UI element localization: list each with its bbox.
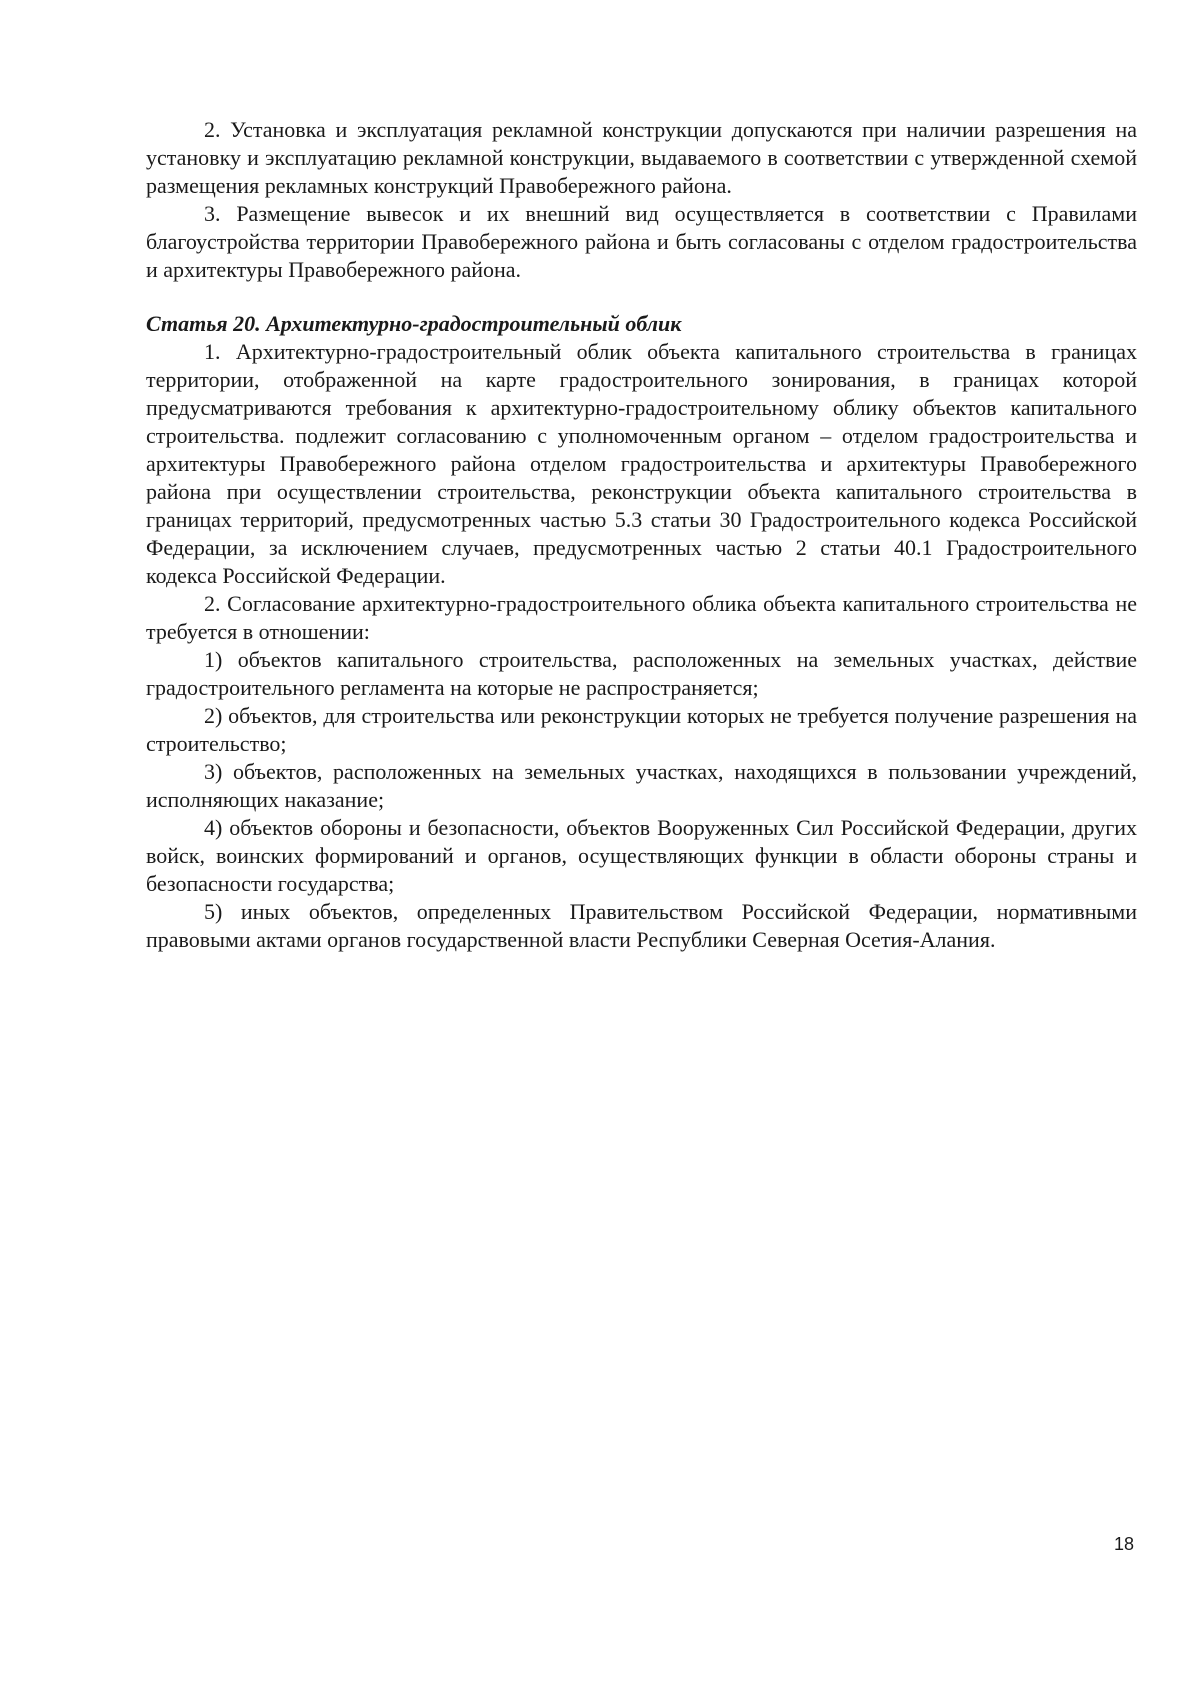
list-item: 1) объектов капитального строительства, расположенных на земельных участках, действие градостроительного регламента на которые не распространяется; xyxy=(146,647,1137,700)
list-item: 4) объектов обороны и безопасности, объектов Вооруженных Сил Российской Федерации, других войск, воинских формирований и органов, осуществляющих функции в области обороны страны и безопасности государства; xyxy=(146,815,1137,896)
list-item: 2) объектов, для строительства или реконструкции которых не требуется получение разрешения на строительство; xyxy=(146,703,1137,756)
page-number: 18 xyxy=(1113,1534,1134,1554)
article-title: Статья 20. Архитектурно-градостроительный облик xyxy=(146,311,682,336)
article-paragraph: 1. Архитектурно-градостроительный облик объекта капитального строительства в границах территории, отображенной на карте градостроительного зонирования, в границах которой предусматриваются требования к архитектурно-градостроительному облику объектов капитального строительства. подлежит согласованию с уполномоченным органом – отделом градостроительства и архитектуры Правобережного района отделом градостроительства и архитектуры Правобережного района при осуществлении строительства, реконструкции объекта капитального строительства в границах территорий, предусмотренных частью 5.3 статьи 30 Градостроительного кодекса Российской Федерации, за исключением случаев, предусмотренных частью 2 статьи 40.1 Градостроительного кодекса Российской Федерации. xyxy=(146,339,1137,588)
page-content xyxy=(146,116,1137,954)
article-paragraph: 2. Согласование архитектурно-градостроительного облика объекта капитального строительства не требуется в отношении: xyxy=(146,591,1137,644)
paragraph-signage: 3. Размещение вывесок и их внешний вид осуществляется в соответствии с Правилами благоустройства территории Правобережного района и быть согласованы с отделом градостроительства и архитектуры Правобережного района. xyxy=(146,201,1137,282)
list-item: 3) объектов, расположенных на земельных участках, находящихся в пользовании учреждений, исполняющих наказание; xyxy=(146,759,1137,812)
paragraph-advertising-permit: 2. Установка и эксплуатация рекламной конструкции допускаются при наличии разрешения на установку и эксплуатацию рекламной конструкции, выдаваемого в соответствии с утвержденной схемой размещения рекламных конструкций Правобережного района. xyxy=(146,117,1137,198)
list-item: 5) иных объектов, определенных Правительством Российской Федерации, нормативными правовыми актами органов государственной власти Республики Северная Осетия-Алания. xyxy=(146,899,1137,952)
